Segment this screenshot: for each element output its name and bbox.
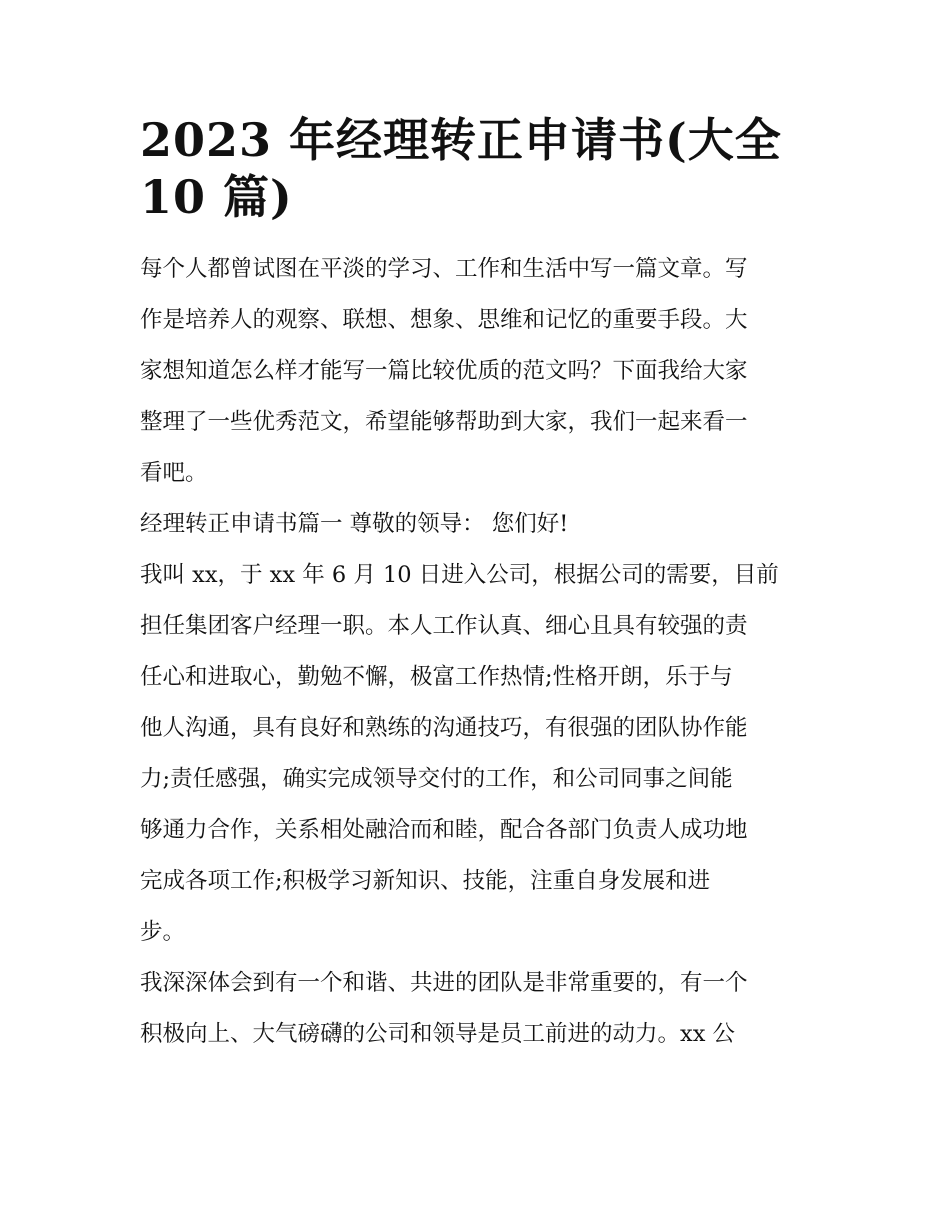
document-title bbox=[140, 112, 812, 226]
body-paragraph bbox=[140, 550, 812, 958]
text-line: 作是培养人的观察、联想、想象、思维和记忆的重要手段。大 bbox=[140, 307, 748, 333]
body-paragraph bbox=[140, 958, 812, 1060]
section-heading-paragraph bbox=[140, 499, 812, 550]
text-line: 家想知道怎么样才能写一篇比较优质的范文吗？下面我给大家 bbox=[140, 358, 748, 384]
text-line: 完成各项工作;积极学习新知识、技能，注重自身发展和进 bbox=[140, 868, 711, 894]
document-page bbox=[140, 112, 812, 1060]
text-line: 每个人都曾试图在平淡的学习、工作和生活中写一篇文章。写 bbox=[140, 256, 748, 282]
text-line: 经理转正申请书篇一 尊敬的领导： 您们好! bbox=[140, 511, 569, 537]
text-line: 力;责任感强，确实完成领导交付的工作，和公司同事之间能 bbox=[140, 766, 733, 792]
text-line: 我叫 xx，于 xx 年 6 月 10 日进入公司，根据公司的需要，目前 bbox=[140, 562, 779, 588]
text-line: 步。 bbox=[140, 919, 186, 945]
title-line: 2023 年经理转正申请书(大全 bbox=[140, 113, 782, 167]
text-line: 看吧。 bbox=[140, 460, 208, 486]
text-line: 积极向上、大气磅礴的公司和领导是员工前进的动力。xx 公 bbox=[140, 1021, 736, 1047]
text-line: 我深深体会到有一个和谐、共进的团队是非常重要的，有一个 bbox=[140, 970, 748, 996]
intro-paragraph bbox=[140, 244, 812, 499]
text-line: 整理了一些优秀范文，希望能够帮助到大家，我们一起来看一 bbox=[140, 409, 748, 435]
text-line: 够通力合作，关系相处融洽而和睦，配合各部门负责人成功地 bbox=[140, 817, 748, 843]
text-line: 担任集团客户经理一职。本人工作认真、细心且具有较强的责 bbox=[140, 613, 748, 639]
text-line: 任心和进取心，勤勉不懈，极富工作热情;性格开朗，乐于与 bbox=[140, 664, 733, 690]
title-line: 10 篇) bbox=[140, 170, 293, 224]
text-line: 他人沟通，具有良好和熟练的沟通技巧，有很强的团队协作能 bbox=[140, 715, 748, 741]
